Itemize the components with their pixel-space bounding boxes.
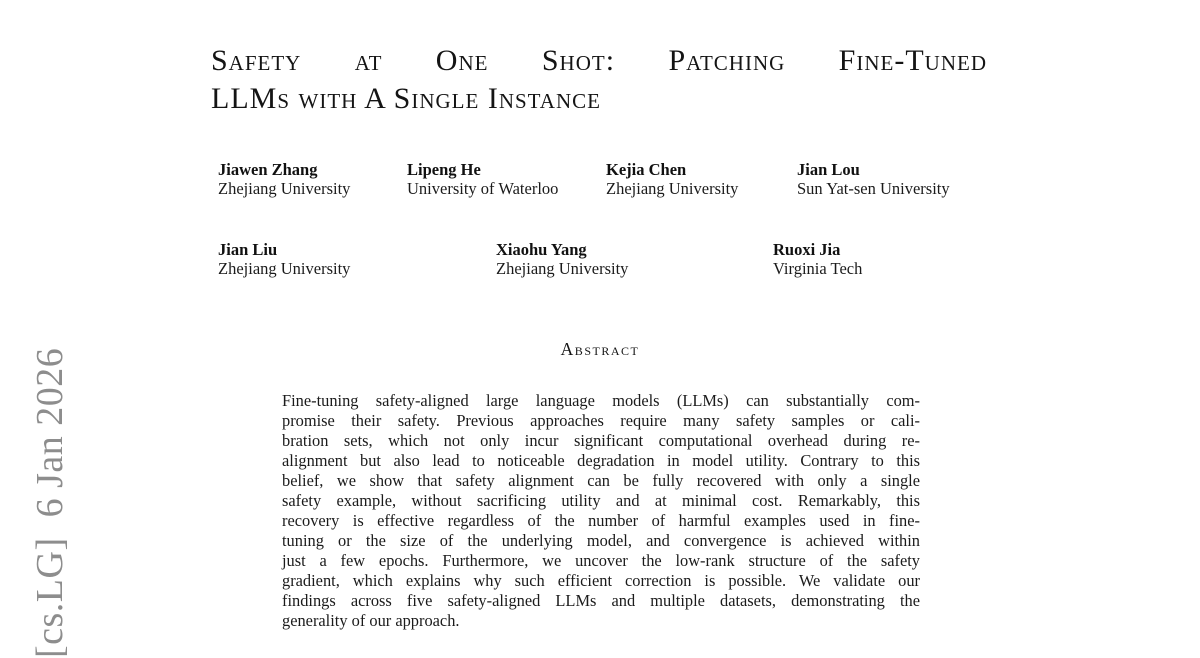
author-name: Jiawen Zhang: [218, 160, 318, 179]
author-block: [606, 160, 738, 198]
author-block: [797, 160, 950, 198]
author-name: Ruoxi Jia: [773, 240, 841, 259]
author-affiliation: Zhejiang University: [218, 259, 351, 278]
author-affiliation: University of Waterloo: [407, 179, 559, 198]
abstract-heading: Abstract: [560, 339, 640, 359]
author-affiliation: Zhejiang University: [606, 179, 739, 198]
abstract-line: tuning or the size of the underlying model, and convergence is achieved within: [282, 531, 920, 550]
author-block: [773, 240, 862, 278]
abstract-line: belief, we show that safety alignment can be fully recovered with only a single: [282, 471, 920, 490]
author-affiliation: Virginia Tech: [773, 259, 863, 278]
abstract-line: just a few epochs. Furthermore, we uncover the low-rank structure of the safety: [282, 551, 920, 570]
paper-title-line-1: Safety at One Shot: Patching Fine-Tuned: [211, 44, 987, 77]
author-affiliation: Sun Yat-sen University: [797, 179, 950, 198]
author-name: Jian Liu: [218, 240, 278, 259]
author-affiliation: Zhejiang University: [218, 179, 351, 198]
author-block: [218, 160, 350, 198]
author-block: [496, 240, 628, 278]
abstract-line: generality of our approach.: [282, 611, 460, 630]
abstract-line: promise their safety. Previous approaches require many safety samples or cali-: [282, 411, 920, 430]
abstract-line: findings across five safety-aligned LLMs and multiple datasets, demonstrating the: [282, 591, 920, 610]
author-block: [218, 240, 350, 278]
author-name: Kejia Chen: [606, 160, 687, 179]
paper-title-line-2: LLMs with A Single Instance: [211, 82, 601, 115]
paper-title: [211, 42, 987, 118]
arxiv-watermark: [cs.LG] 6 Jan 2026: [29, 347, 71, 658]
author-name: Jian Lou: [797, 160, 860, 179]
abstract-line: alignment but also lead to noticeable degradation in model utility. Contrary to this: [282, 451, 920, 470]
abstract-line: Fine-tuning safety-aligned large language models (LLMs) can substantially com-: [282, 391, 920, 410]
author-name: Xiaohu Yang: [496, 240, 587, 259]
abstract-line: gradient, which explains why such efficient correction is possible. We validate our: [282, 571, 920, 590]
author-affiliation: Zhejiang University: [496, 259, 629, 278]
abstract-line: recovery is effective regardless of the number of harmful examples used in fine-: [282, 511, 920, 530]
author-block: [407, 160, 558, 198]
abstract-body: [282, 391, 920, 631]
author-name: Lipeng He: [407, 160, 481, 179]
abstract-line: bration sets, which not only incur significant computational overhead during re-: [282, 431, 920, 450]
abstract-line: safety example, without sacrificing utility and at minimal cost. Remarkably, this: [282, 491, 920, 510]
